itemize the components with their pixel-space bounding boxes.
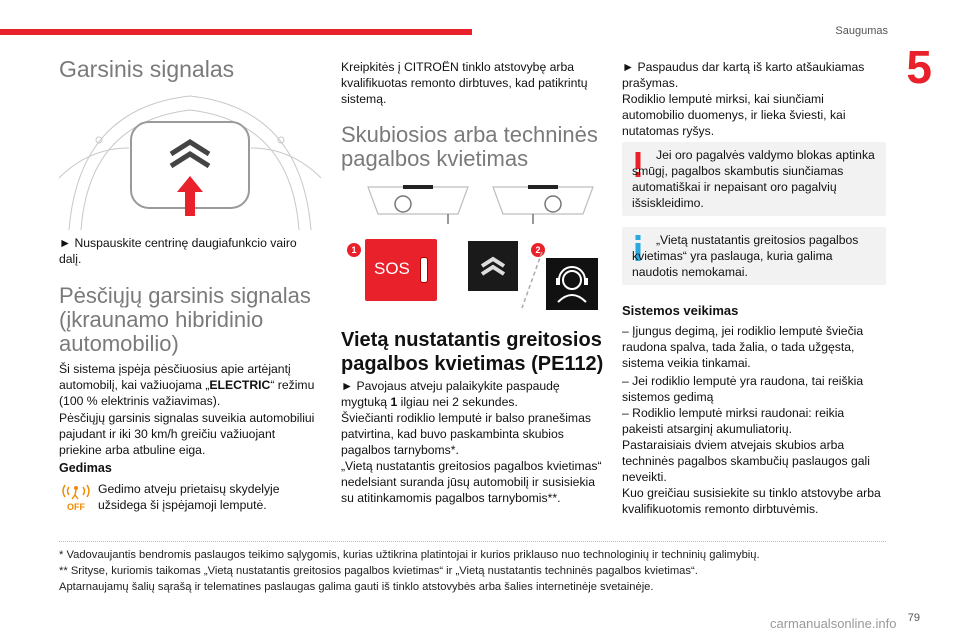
warning-box — [622, 142, 886, 216]
chapter-number: 5 — [906, 41, 932, 93]
contact-paragraph: Kreipkitės į CITROËN tinklo atstovybę arba kvalifikuotas remonto dirbtuves, kad patikrintų sistemą. — [341, 60, 588, 106]
citroen-assistance-button — [468, 241, 518, 291]
sos-button — [365, 239, 437, 301]
heading-horn: Garsinis signalas — [59, 56, 235, 82]
heading-emergency-call: Skubiosios arba techninės pagalbos kvietimas — [341, 122, 598, 172]
pedestrian-horn-off-warning-icon — [59, 481, 93, 513]
heading-pedestrian-horn: Pėsčiųjų garsinis signalas (įkraunamo hibridinio automobilio) — [59, 283, 311, 357]
warning-text: Jei oro pagalvės valdymo blokas aptinka smūgį, pagalbos skambutis siunčiamas automatiškai ir nepaisant oro pagalvių išsiskleidimo. — [632, 148, 875, 210]
footnote-1: * Vadovaujantis bendromis paslaugos teikimo sąlygomis, kurias užtikrina platintojai ir kurios priklauso nuo technologinių ir techninių galimybių. — [59, 549, 760, 561]
heading-system-operation: Sistemos veikimas — [622, 303, 739, 318]
operation-item-1: – Įjungus degimą, jei rodiklio lemputė šviečia raudona spalva, tada žalia, o tada užgęsta, sistema veikia tinkamai. — [622, 324, 864, 370]
indicator-paragraph: Rodiklio lemputė mirksi, kai siunčiami automobilio duomenys, ir lieka šviesti, kai nutatomas ryšys. — [622, 92, 846, 138]
pedestrian-paragraph-2: Pėsčiųjų garsinis signalas suveikia automobiliui pajudant ir iki 30 km/h greičiu važiuojant priekine arba atbuline eiga. — [59, 411, 315, 457]
callout-badge-1: 1 — [347, 243, 361, 257]
operation-item-3: – Rodiklio lemputė mirksi raudonai: reikia pakeisti atsarginį akumuliatorių. — [622, 406, 845, 436]
pe112-instruction: ► Pavojaus atveju palaikykite paspaudę mygtuką 1 ilgiau nei 2 sekundes. — [341, 379, 560, 409]
overhead-console-illustration — [363, 184, 603, 224]
instruction-horn: ► Nuspauskite centrinę daugiafunkcio vairo dalį. — [59, 236, 297, 266]
footnote-divider — [59, 541, 886, 542]
footnote-3: Aptarnaujamų šalių sąrašą ir telematines paslaugas galima gauti iš tinklo atstovybės arba šalies internetinėje svetainėje. — [59, 581, 654, 593]
info-box — [622, 227, 886, 285]
page-number: 79 — [907, 612, 920, 624]
assistance-call-button — [546, 258, 598, 310]
off-icon-label: OFF — [67, 502, 85, 512]
callout-badge-2: 2 — [531, 243, 545, 257]
info-text: „Vietą nustatantis greitosios pagalbos kvietimas“ yra paslauga, kuria galima naudotis nemokamai. — [632, 233, 859, 279]
heading-pe112: Vietą nustatantis greitosios pagalbos kvietimas (PE112) — [341, 329, 604, 375]
pe112-paragraph-1: Šviečianti rodiklio lemputė ir balso pranešimas patvirtina, kad buvo paskambinta skubios pagalbos tarnyboms*. — [341, 411, 591, 457]
fault-text: Gedimo atveju prietaisų skydelyje užsidega ši įspėjamoji lemputė. — [98, 482, 280, 512]
cancel-paragraph: ► Paspaudus dar kartą iš karto atšaukiamas prašymas. — [622, 60, 865, 90]
operation-item-2: – Jei rodiklio lemputė yra raudona, tai reiškia sistemos gedimą — [622, 374, 864, 404]
operation-paragraph-2: Kuo greičiau susisiekite su tinklo atstovybe arba kvalifikuotomis remonto dirbtuvėmis. — [622, 486, 881, 516]
fault-heading: Gedimas — [59, 461, 112, 475]
pedestrian-paragraph-1: Ši sistema įspėja pėsčiuosius apie artėjantį automobilį, kai važiuojama „ELECTRIC“ režimu (100 % elektrinis važiavimas). — [59, 362, 315, 408]
pe112-paragraph-2: „Vietą nustatantis greitosios pagalbos kvietimas“ nedelsiant suranda jūsų automobilį ir susisiekia su atitinkamomis pagalbos tarnybomis**. — [341, 459, 602, 505]
footnote-2: ** Srityse, kuriomis taikomas „Vietą nustatantis greitosios pagalbos kvietimas“ ir „Vietą nustatantis techninės pagalbos kvietimas“. — [59, 565, 698, 577]
sos-indicator-lamp — [420, 257, 428, 283]
watermark: carmanualsonline.info — [770, 616, 897, 631]
sos-label: SOS — [374, 259, 410, 278]
header-accent-bar — [0, 29, 472, 35]
separator-dashes — [517, 250, 547, 310]
section-title: Saugumas — [835, 25, 888, 37]
operation-paragraph-1: Pastaraisiais dviem atvejais skubios arba techninės pagalbos skambučių paslaugos gali neveikti. — [622, 438, 870, 484]
steering-wheel-illustration — [59, 88, 321, 230]
